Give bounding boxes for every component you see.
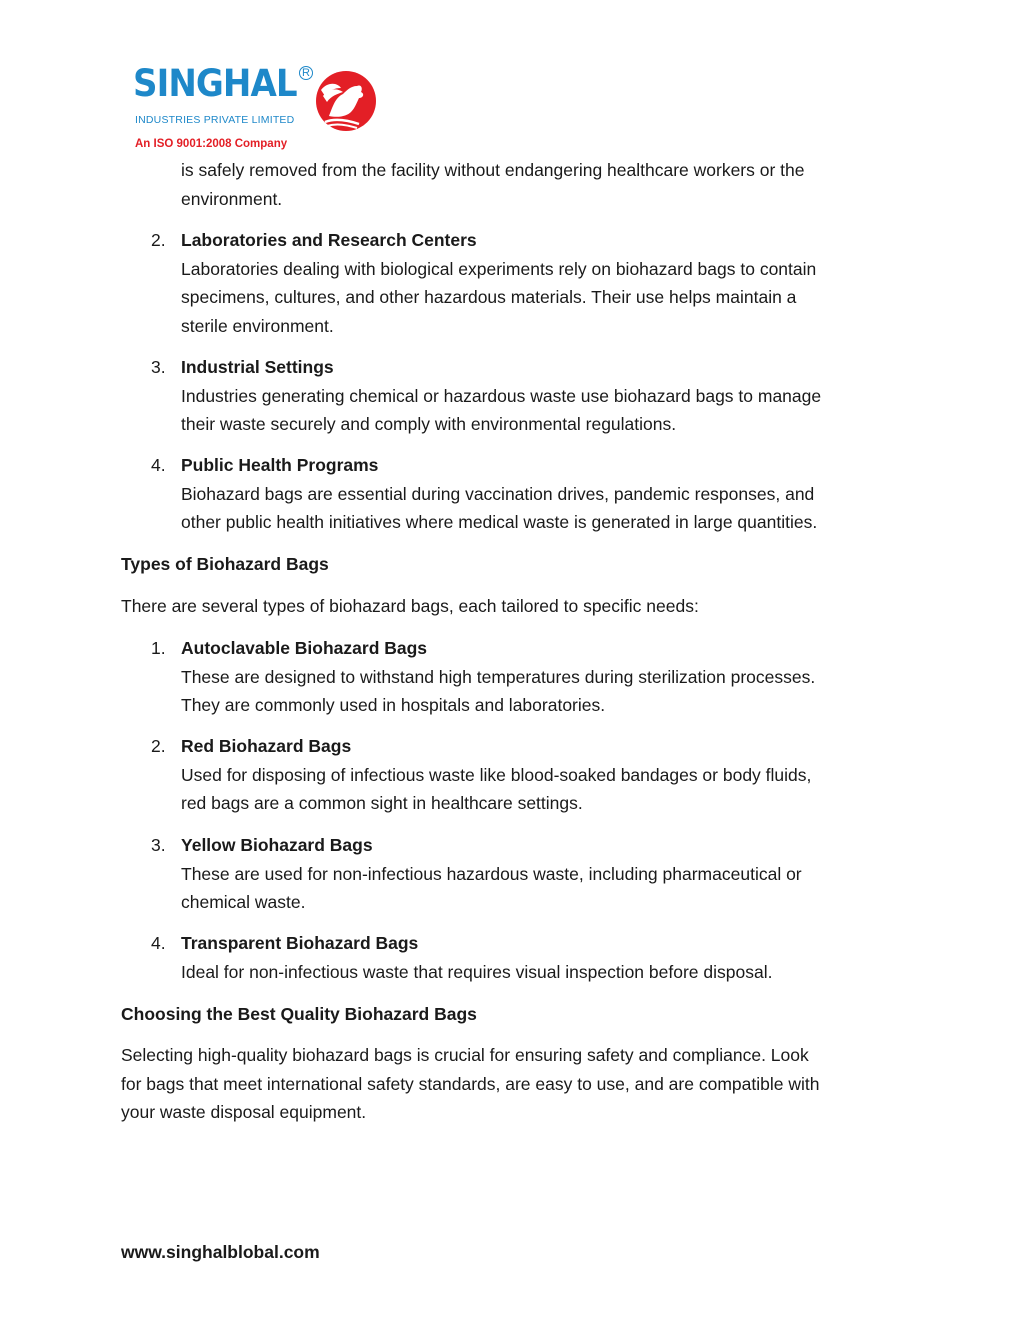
list-item-line: specimens, cultures, and other hazardous materials. Their use helps maintain a (181, 287, 797, 307)
intro-line-1: is safely removed from the facility without endangering healthcare workers or the (181, 160, 805, 180)
footer-website: www.singhalblobal.com (121, 1242, 320, 1262)
list-item-title: Yellow Biohazard Bags (181, 835, 373, 855)
list-item-line: red bags are a common sight in healthcare settings. (181, 793, 583, 813)
list-number: 2. (151, 230, 166, 250)
logo-iso-text: An ISO 9001:2008 Company (135, 138, 288, 150)
list-item-line: Laboratories dealing with biological experiments rely on biohazard bags to contain (181, 258, 817, 279)
list-item-line: Industries generating chemical or hazardous waste use biohazard bags to manage (181, 385, 822, 406)
list-item-line: other public health initiatives where medical waste is generated in large quantities. (181, 512, 818, 532)
list-number: 2. (151, 736, 166, 756)
list-item-title: Laboratories and Research Centers (181, 230, 477, 250)
types-intro: There are several types of biohazard bags, each tailored to specific needs: (121, 596, 699, 616)
choosing-line: Selecting high-quality biohazard bags is crucial for ensuring safety and compliance. Look (121, 1045, 809, 1065)
list-item-title: Autoclavable Biohazard Bags (181, 638, 428, 658)
pegasus-horse-icon (313, 68, 379, 134)
list-item-title: Public Health Programs (181, 455, 379, 475)
list-item-title: Industrial Settings (181, 357, 334, 377)
company-logo (133, 64, 383, 156)
list-number: 4. (151, 933, 166, 953)
list-number: 3. (151, 835, 166, 855)
list-item-line: Ideal for non-infectious waste that requires visual inspection before disposal. (181, 961, 773, 982)
list-item-title: Transparent Biohazard Bags (181, 933, 419, 953)
logo-subtitle: INDUSTRIES PRIVATE LIMITED (135, 114, 295, 126)
section-heading-types: Types of Biohazard Bags (121, 554, 329, 574)
choosing-line: your waste disposal equipment. (121, 1102, 367, 1122)
list-item-line: They are commonly used in hospitals and laboratories. (181, 695, 606, 715)
list-item-line: Biohazard bags are essential during vaccination drives, pandemic responses, and (181, 483, 815, 504)
list-item-line: sterile environment. (181, 315, 334, 336)
list-item-line: These are used for non-infectious hazardous waste, including pharmaceutical or (181, 863, 802, 884)
list-number: 1. (151, 638, 166, 658)
list-item-line: These are designed to withstand high temperatures during sterilization processes. (181, 666, 816, 687)
logo-brand-name: SINGHAL (133, 62, 297, 105)
registered-mark: R (299, 66, 313, 80)
list-number: 3. (151, 357, 166, 377)
intro-line-2: environment. (181, 188, 283, 209)
choosing-line: for bags that meet international safety standards, are easy to use, and are compatible with (121, 1073, 820, 1094)
list-item-line: their waste securely and comply with environmental regulations. (181, 414, 677, 434)
section-heading-choosing: Choosing the Best Quality Biohazard Bags (121, 1004, 477, 1024)
list-item-line: Used for disposing of infectious waste like blood-soaked bandages or body fluids, (181, 764, 812, 785)
list-item-line: chemical waste. (181, 892, 306, 912)
list-number: 4. (151, 455, 166, 475)
list-item-title: Red Biohazard Bags (181, 736, 352, 756)
